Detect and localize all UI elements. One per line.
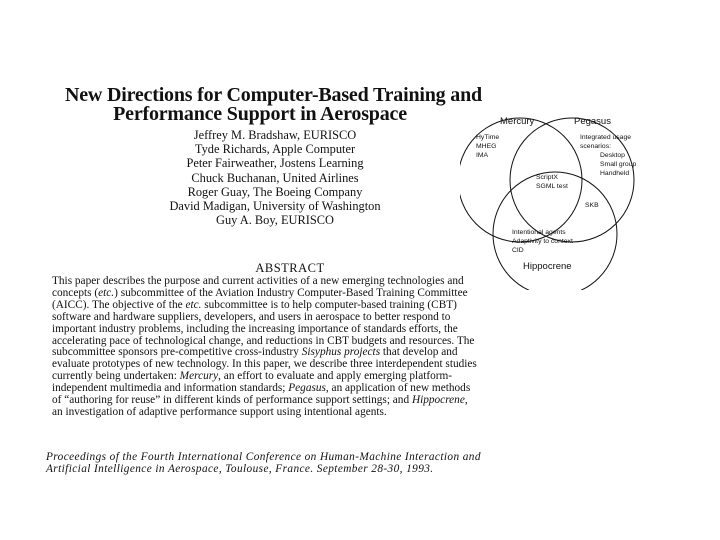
abstract-line: important industry problems, including the increasing importance of standards efforts, the bbox=[52, 322, 458, 335]
abstract-line: accelerating pace of technological change, and reductions in CBT budgets and resources. The bbox=[52, 334, 475, 347]
proceedings-line: Proceedings of the Fourth International Conference on Human-Machine Interaction and bbox=[46, 451, 481, 463]
mercury-item: HyTime bbox=[476, 134, 500, 141]
emphasized-term: Sisyphus projects bbox=[301, 346, 381, 359]
paper-title-line-2: Performance Support in Aerospace bbox=[113, 103, 407, 125]
hippocrene-item: CID bbox=[512, 247, 524, 254]
venn-diagram bbox=[460, 100, 640, 290]
shared-item: SGML test bbox=[536, 183, 568, 190]
abstract-line: software and hardware suppliers, developers, and users in aerospace to better respond to bbox=[52, 310, 451, 323]
abstract-line: currently being undertaken: Mercury, an effort to evaluate and apply emerging platform- bbox=[52, 370, 453, 383]
author: Roger Guay, The Boeing Company bbox=[187, 184, 363, 199]
abstract-line: evaluate prototypes of new technology. In this paper, we describe three interdependent studies bbox=[52, 358, 477, 371]
emphasized-term: Pegasus bbox=[288, 382, 326, 395]
abstract-line: an investigation of adaptive performance support using intentional agents. bbox=[52, 405, 387, 418]
author: Jeffrey M. Bradshaw, EURISCO bbox=[193, 128, 357, 142]
proceedings-citation bbox=[46, 451, 516, 475]
pegasus-scenario: Desktop bbox=[600, 152, 625, 159]
pegasus-item: scenarios: bbox=[580, 143, 611, 150]
pegasus-scenario: Handheld bbox=[600, 170, 630, 177]
pegasus-item: Integrated usage bbox=[580, 134, 632, 141]
hippocrene-label: Hippocrene bbox=[523, 261, 572, 272]
abstract-line: concepts (etc.) subcommittee of the Aviation Industry Computer-Based Training Committee bbox=[52, 286, 468, 299]
abstract-line: (AICC). The objective of the etc. subcommittee is to help computer-based training (CBT) bbox=[52, 298, 457, 311]
author: Chuck Buchanan, United Airlines bbox=[191, 170, 359, 185]
author: David Madigan, University of Washington bbox=[169, 199, 381, 214]
abstract-line: independent multimedia and information standards; Pegasus, an application of new methods bbox=[52, 382, 471, 395]
mercury-label: Mercury bbox=[500, 116, 535, 127]
author: Tyde Richards, Apple Computer bbox=[194, 142, 356, 157]
proceedings-line: Artificial Intelligence in Aerospace, Toulouse, France. September 28-30, 1993. bbox=[46, 463, 434, 475]
abstract-line: subcommittee sponsors pre-competitive cross-industry Sisyphus projects that develop and bbox=[52, 346, 458, 359]
mercury-item: IMA bbox=[476, 152, 489, 159]
emphasized-term: Mercury bbox=[179, 370, 219, 383]
paper-title-line-1: New Directions for Computer-Based Training and bbox=[65, 84, 482, 106]
emphasized-term: etc. bbox=[98, 286, 115, 299]
abstract-line: This paper describes the purpose and current activities of a new emerging technologies and bbox=[52, 275, 464, 287]
shared-item: ScriptX bbox=[536, 174, 558, 181]
abstract-heading: ABSTRACT bbox=[255, 261, 325, 275]
author: Peter Fairweather, Jostens Learning bbox=[186, 156, 364, 171]
abstract-line: of “authoring for reuse” in different kinds of performance support settings; and Hippocrene, bbox=[52, 394, 468, 407]
hippocrene-item: Adaptivity to context bbox=[512, 238, 573, 245]
author-list bbox=[150, 128, 400, 227]
mercury-item: MHEG bbox=[476, 143, 497, 150]
pegasus-label: Pegasus bbox=[574, 116, 611, 127]
emphasized-term: etc. bbox=[185, 298, 202, 311]
emphasized-term: Hippocrene bbox=[411, 394, 465, 407]
abstract-body bbox=[52, 276, 522, 419]
pegasus-scenario: Small group bbox=[600, 161, 637, 168]
hippocrene-item: Intentional agents bbox=[512, 229, 566, 236]
pegasus-hippocrene-item: SKB bbox=[585, 202, 599, 209]
author: Guy A. Boy, EURISCO bbox=[216, 213, 334, 228]
